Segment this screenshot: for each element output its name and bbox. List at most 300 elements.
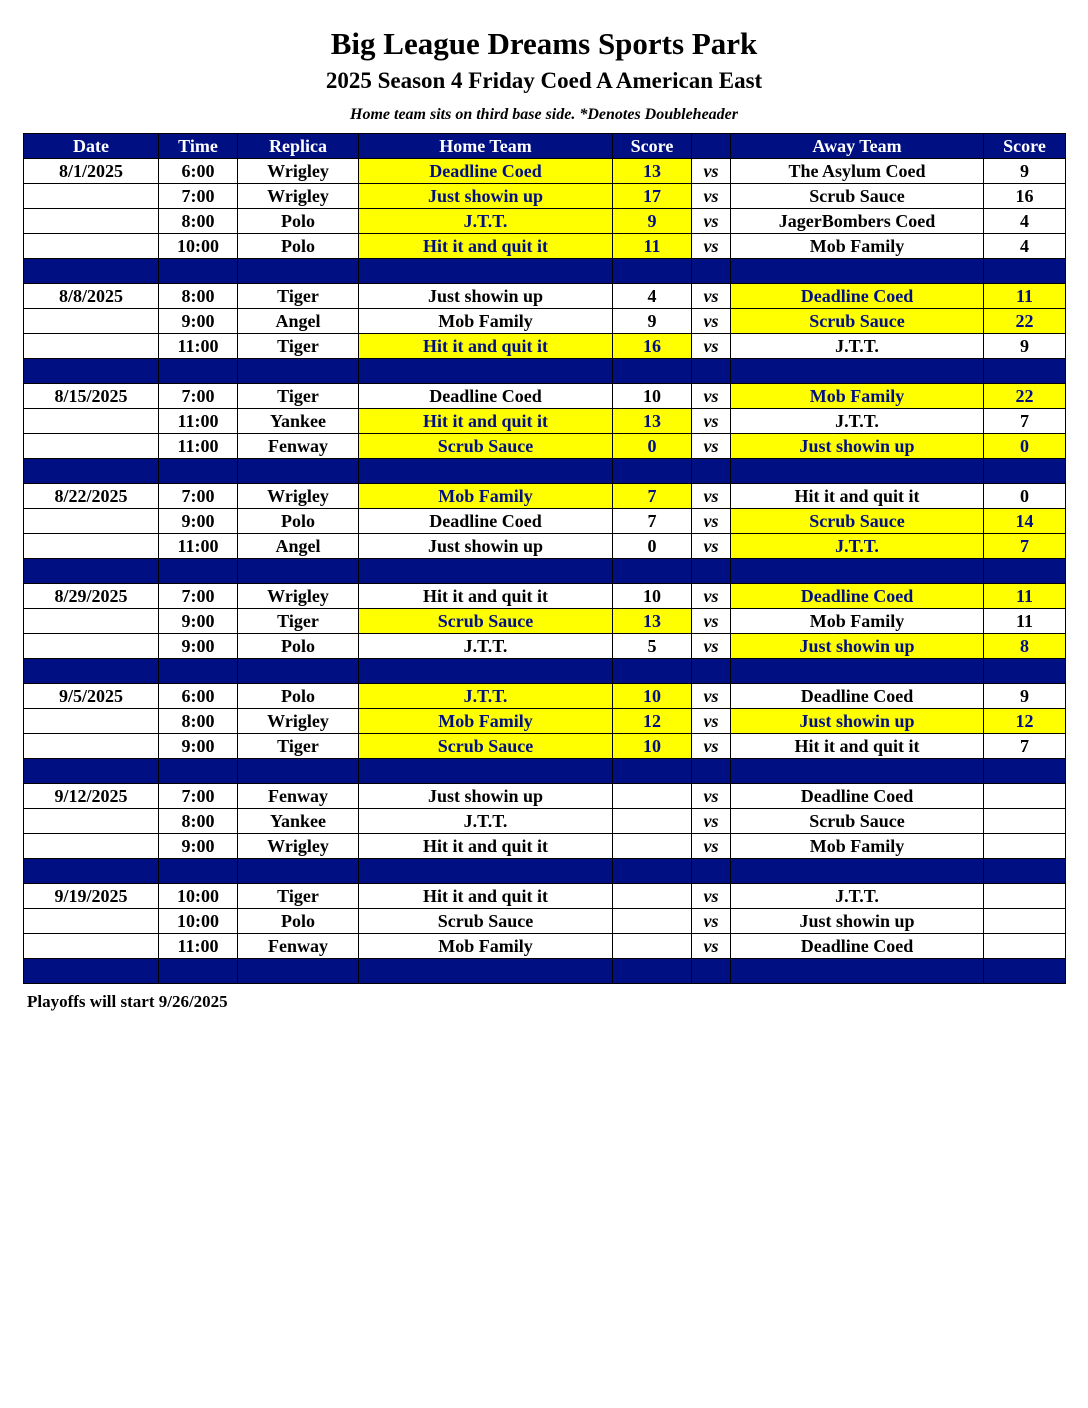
- away-team: Deadline Coed: [731, 934, 984, 959]
- game-time: 10:00: [159, 884, 238, 909]
- separator-cell: [692, 759, 731, 784]
- column-header-away-score: Score: [984, 134, 1066, 159]
- game-date: 8/22/2025: [24, 484, 159, 509]
- table-header-row: [24, 134, 1066, 159]
- separator-cell: [984, 659, 1066, 684]
- home-team: Scrub Sauce: [359, 909, 613, 934]
- separator-cell: [692, 959, 731, 984]
- home-score: 13: [613, 159, 692, 184]
- game-date: 8/1/2025: [24, 159, 159, 184]
- table-row: [24, 909, 1066, 934]
- home-team: Mob Family: [359, 484, 613, 509]
- separator-cell: [238, 359, 359, 384]
- game-time: 10:00: [159, 909, 238, 934]
- separator-cell: [24, 859, 159, 884]
- game-time: 11:00: [159, 534, 238, 559]
- home-team: Hit it and quit it: [359, 409, 613, 434]
- game-field: Tiger: [238, 734, 359, 759]
- home-score: 9: [613, 209, 692, 234]
- game-time: 11:00: [159, 334, 238, 359]
- game-field: Wrigley: [238, 184, 359, 209]
- footer-note: Playoffs will start 9/26/2025: [27, 992, 228, 1011]
- game-time: 8:00: [159, 809, 238, 834]
- away-score: 11: [984, 584, 1066, 609]
- away-score: 8: [984, 634, 1066, 659]
- table-row: [24, 484, 1066, 509]
- separator-cell: [613, 459, 692, 484]
- game-time: 7:00: [159, 784, 238, 809]
- away-score: 7: [984, 534, 1066, 559]
- away-score: [984, 784, 1066, 809]
- separator-cell: [692, 859, 731, 884]
- home-score: 0: [613, 534, 692, 559]
- vs-label: vs: [692, 284, 731, 309]
- away-team: Deadline Coed: [731, 584, 984, 609]
- separator-cell: [238, 559, 359, 584]
- week-separator-row: [24, 859, 1066, 884]
- game-field: Tiger: [238, 609, 359, 634]
- vs-label: vs: [692, 184, 731, 209]
- vs-label: vs: [692, 409, 731, 434]
- separator-cell: [731, 359, 984, 384]
- home-score: [613, 934, 692, 959]
- away-team: Mob Family: [731, 834, 984, 859]
- away-score: 9: [984, 159, 1066, 184]
- game-date: 9/12/2025: [24, 784, 159, 809]
- vs-label: vs: [692, 309, 731, 334]
- vs-label: vs: [692, 634, 731, 659]
- separator-cell: [159, 859, 238, 884]
- separator-cell: [731, 459, 984, 484]
- separator-cell: [238, 659, 359, 684]
- separator-cell: [613, 759, 692, 784]
- away-team: Scrub Sauce: [731, 809, 984, 834]
- home-team: Just showin up: [359, 784, 613, 809]
- game-date: 9/5/2025: [24, 684, 159, 709]
- separator-cell: [159, 459, 238, 484]
- away-team: Deadline Coed: [731, 684, 984, 709]
- column-header-home-score: Score: [613, 134, 692, 159]
- vs-label: vs: [692, 209, 731, 234]
- table-row: [24, 884, 1066, 909]
- separator-cell: [24, 959, 159, 984]
- home-team: Deadline Coed: [359, 384, 613, 409]
- home-team: Hit it and quit it: [359, 834, 613, 859]
- game-time: 8:00: [159, 284, 238, 309]
- home-score: 10: [613, 734, 692, 759]
- separator-cell: [159, 259, 238, 284]
- game-field: Wrigley: [238, 484, 359, 509]
- week-separator-row: [24, 259, 1066, 284]
- schedule-body: [24, 159, 1066, 984]
- home-team: Deadline Coed: [359, 159, 613, 184]
- column-header-away-team: Away Team: [731, 134, 984, 159]
- home-score: [613, 884, 692, 909]
- away-team: Hit it and quit it: [731, 734, 984, 759]
- home-score: 16: [613, 334, 692, 359]
- home-team: Mob Family: [359, 934, 613, 959]
- vs-label: vs: [692, 934, 731, 959]
- home-score: 11: [613, 234, 692, 259]
- week-separator-row: [24, 959, 1066, 984]
- separator-cell: [359, 759, 613, 784]
- game-field: Tiger: [238, 384, 359, 409]
- away-team: Deadline Coed: [731, 784, 984, 809]
- table-row: [24, 784, 1066, 809]
- game-date: 8/29/2025: [24, 584, 159, 609]
- table-row: [24, 809, 1066, 834]
- column-header-vs: [692, 134, 731, 159]
- separator-cell: [731, 259, 984, 284]
- away-team: Mob Family: [731, 234, 984, 259]
- home-team: Hit it and quit it: [359, 334, 613, 359]
- away-team: Just showin up: [731, 909, 984, 934]
- column-header-home-team: Home Team: [359, 134, 613, 159]
- week-separator-row: [24, 359, 1066, 384]
- game-field: Polo: [238, 909, 359, 934]
- game-field: Polo: [238, 234, 359, 259]
- away-team: Mob Family: [731, 609, 984, 634]
- game-date: [24, 934, 159, 959]
- game-field: Polo: [238, 684, 359, 709]
- separator-cell: [731, 859, 984, 884]
- home-team: J.T.T.: [359, 209, 613, 234]
- away-score: [984, 934, 1066, 959]
- away-team: J.T.T.: [731, 334, 984, 359]
- home-score: 5: [613, 634, 692, 659]
- game-time: 11:00: [159, 934, 238, 959]
- game-field: Angel: [238, 309, 359, 334]
- home-team: Scrub Sauce: [359, 434, 613, 459]
- table-row: [24, 584, 1066, 609]
- home-team: Hit it and quit it: [359, 884, 613, 909]
- separator-cell: [613, 259, 692, 284]
- away-team: Mob Family: [731, 384, 984, 409]
- game-field: Yankee: [238, 809, 359, 834]
- page-title: Big League Dreams Sports Park: [330, 26, 758, 61]
- separator-cell: [24, 459, 159, 484]
- away-score: 0: [984, 434, 1066, 459]
- game-field: Wrigley: [238, 584, 359, 609]
- vs-label: vs: [692, 534, 731, 559]
- game-date: [24, 609, 159, 634]
- separator-cell: [692, 659, 731, 684]
- game-date: [24, 809, 159, 834]
- game-date: [24, 909, 159, 934]
- page-note: Home team sits on third base side. *Denotes Doubleheader: [350, 106, 738, 123]
- table-row: [24, 209, 1066, 234]
- separator-cell: [984, 359, 1066, 384]
- vs-label: vs: [692, 909, 731, 934]
- separator-cell: [24, 559, 159, 584]
- away-score: 14: [984, 509, 1066, 534]
- game-time: 7:00: [159, 184, 238, 209]
- game-date: 8/15/2025: [24, 384, 159, 409]
- away-team: Scrub Sauce: [731, 184, 984, 209]
- away-score: 4: [984, 209, 1066, 234]
- away-score: 4: [984, 234, 1066, 259]
- game-time: 10:00: [159, 234, 238, 259]
- column-header-replica: Replica: [238, 134, 359, 159]
- game-date: [24, 634, 159, 659]
- vs-label: vs: [692, 384, 731, 409]
- separator-cell: [984, 259, 1066, 284]
- away-team: J.T.T.: [731, 884, 984, 909]
- separator-cell: [692, 459, 731, 484]
- home-score: 17: [613, 184, 692, 209]
- table-row: [24, 284, 1066, 309]
- table-row: [24, 409, 1066, 434]
- vs-label: vs: [692, 834, 731, 859]
- separator-cell: [238, 459, 359, 484]
- away-score: 22: [984, 309, 1066, 334]
- away-team: J.T.T.: [731, 534, 984, 559]
- separator-cell: [731, 959, 984, 984]
- game-date: [24, 234, 159, 259]
- home-score: 10: [613, 684, 692, 709]
- table-row: [24, 609, 1066, 634]
- table-row: [24, 684, 1066, 709]
- home-team: Scrub Sauce: [359, 609, 613, 634]
- game-time: 8:00: [159, 709, 238, 734]
- separator-cell: [359, 659, 613, 684]
- separator-cell: [984, 959, 1066, 984]
- game-time: 11:00: [159, 409, 238, 434]
- separator-cell: [984, 859, 1066, 884]
- away-score: 11: [984, 609, 1066, 634]
- vs-label: vs: [692, 584, 731, 609]
- page-subtitle: 2025 Season 4 Friday Coed A American East: [325, 68, 763, 93]
- schedule-table: [23, 133, 1066, 984]
- game-time: 6:00: [159, 684, 238, 709]
- separator-cell: [238, 859, 359, 884]
- away-score: 11: [984, 284, 1066, 309]
- home-team: Mob Family: [359, 709, 613, 734]
- table-row: [24, 159, 1066, 184]
- separator-cell: [613, 559, 692, 584]
- separator-cell: [238, 259, 359, 284]
- vs-label: vs: [692, 434, 731, 459]
- home-score: 10: [613, 584, 692, 609]
- home-score: 7: [613, 484, 692, 509]
- table-row: [24, 234, 1066, 259]
- game-time: 9:00: [159, 634, 238, 659]
- game-field: Wrigley: [238, 709, 359, 734]
- separator-cell: [984, 559, 1066, 584]
- separator-cell: [238, 759, 359, 784]
- separator-cell: [359, 259, 613, 284]
- separator-cell: [359, 459, 613, 484]
- week-separator-row: [24, 759, 1066, 784]
- vs-label: vs: [692, 609, 731, 634]
- table-row: [24, 309, 1066, 334]
- game-time: 9:00: [159, 834, 238, 859]
- table-row: [24, 834, 1066, 859]
- table-row: [24, 334, 1066, 359]
- game-date: [24, 184, 159, 209]
- separator-cell: [359, 859, 613, 884]
- home-team: J.T.T.: [359, 634, 613, 659]
- separator-cell: [159, 959, 238, 984]
- game-field: Wrigley: [238, 159, 359, 184]
- home-team: Mob Family: [359, 309, 613, 334]
- home-team: Just showin up: [359, 184, 613, 209]
- separator-cell: [159, 759, 238, 784]
- game-time: 6:00: [159, 159, 238, 184]
- vs-label: vs: [692, 234, 731, 259]
- table-row: [24, 734, 1066, 759]
- away-score: [984, 809, 1066, 834]
- away-team: J.T.T.: [731, 409, 984, 434]
- home-team: J.T.T.: [359, 809, 613, 834]
- away-score: 0: [984, 484, 1066, 509]
- game-date: [24, 509, 159, 534]
- separator-cell: [731, 559, 984, 584]
- game-date: [24, 734, 159, 759]
- away-team: JagerBombers Coed: [731, 209, 984, 234]
- game-time: 9:00: [159, 609, 238, 634]
- game-time: 9:00: [159, 309, 238, 334]
- away-team: Just showin up: [731, 709, 984, 734]
- game-time: 9:00: [159, 734, 238, 759]
- separator-cell: [24, 359, 159, 384]
- game-time: 7:00: [159, 484, 238, 509]
- home-score: 12: [613, 709, 692, 734]
- separator-cell: [692, 259, 731, 284]
- away-team: Deadline Coed: [731, 284, 984, 309]
- away-team: Scrub Sauce: [731, 309, 984, 334]
- vs-label: vs: [692, 734, 731, 759]
- game-date: [24, 309, 159, 334]
- away-team: Hit it and quit it: [731, 484, 984, 509]
- game-field: Fenway: [238, 934, 359, 959]
- home-score: [613, 784, 692, 809]
- home-score: [613, 809, 692, 834]
- separator-cell: [359, 559, 613, 584]
- game-date: [24, 709, 159, 734]
- home-score: 7: [613, 509, 692, 534]
- game-date: [24, 834, 159, 859]
- separator-cell: [24, 659, 159, 684]
- game-field: Polo: [238, 634, 359, 659]
- game-date: [24, 534, 159, 559]
- separator-cell: [159, 359, 238, 384]
- game-field: Fenway: [238, 784, 359, 809]
- vs-label: vs: [692, 709, 731, 734]
- home-score: 9: [613, 309, 692, 334]
- away-team: The Asylum Coed: [731, 159, 984, 184]
- week-separator-row: [24, 659, 1066, 684]
- game-field: Tiger: [238, 334, 359, 359]
- away-score: 7: [984, 734, 1066, 759]
- home-score: [613, 909, 692, 934]
- separator-cell: [359, 959, 613, 984]
- separator-cell: [984, 459, 1066, 484]
- home-score: [613, 834, 692, 859]
- away-score: 22: [984, 384, 1066, 409]
- separator-cell: [159, 659, 238, 684]
- separator-cell: [159, 559, 238, 584]
- week-separator-row: [24, 459, 1066, 484]
- table-row: [24, 434, 1066, 459]
- game-time: 7:00: [159, 384, 238, 409]
- separator-cell: [692, 559, 731, 584]
- game-field: Wrigley: [238, 834, 359, 859]
- game-time: 9:00: [159, 509, 238, 534]
- away-score: 9: [984, 684, 1066, 709]
- home-team: Hit it and quit it: [359, 234, 613, 259]
- game-date: [24, 334, 159, 359]
- home-team: Scrub Sauce: [359, 734, 613, 759]
- separator-cell: [984, 759, 1066, 784]
- game-date: 9/19/2025: [24, 884, 159, 909]
- game-field: Polo: [238, 209, 359, 234]
- game-date: [24, 409, 159, 434]
- home-score: 10: [613, 384, 692, 409]
- table-row: [24, 384, 1066, 409]
- game-time: 8:00: [159, 209, 238, 234]
- table-row: [24, 934, 1066, 959]
- separator-cell: [613, 859, 692, 884]
- week-separator-row: [24, 559, 1066, 584]
- game-date: [24, 434, 159, 459]
- game-field: Polo: [238, 509, 359, 534]
- vs-label: vs: [692, 884, 731, 909]
- home-team: J.T.T.: [359, 684, 613, 709]
- separator-cell: [731, 759, 984, 784]
- column-header-date: Date: [24, 134, 159, 159]
- away-score: 9: [984, 334, 1066, 359]
- game-time: 11:00: [159, 434, 238, 459]
- separator-cell: [613, 959, 692, 984]
- away-team: Just showin up: [731, 434, 984, 459]
- home-score: 13: [613, 609, 692, 634]
- separator-cell: [731, 659, 984, 684]
- game-date: 8/8/2025: [24, 284, 159, 309]
- away-score: [984, 909, 1066, 934]
- game-field: Tiger: [238, 884, 359, 909]
- table-row: [24, 634, 1066, 659]
- game-field: Tiger: [238, 284, 359, 309]
- game-date: [24, 209, 159, 234]
- table-row: [24, 709, 1066, 734]
- vs-label: vs: [692, 784, 731, 809]
- away-score: [984, 834, 1066, 859]
- away-team: Scrub Sauce: [731, 509, 984, 534]
- vs-label: vs: [692, 809, 731, 834]
- game-field: Yankee: [238, 409, 359, 434]
- table-row: [24, 184, 1066, 209]
- vs-label: vs: [692, 509, 731, 534]
- separator-cell: [359, 359, 613, 384]
- separator-cell: [24, 759, 159, 784]
- game-field: Fenway: [238, 434, 359, 459]
- home-score: 0: [613, 434, 692, 459]
- away-score: [984, 884, 1066, 909]
- home-team: Just showin up: [359, 284, 613, 309]
- away-score: 16: [984, 184, 1066, 209]
- vs-label: vs: [692, 334, 731, 359]
- home-team: Deadline Coed: [359, 509, 613, 534]
- vs-label: vs: [692, 484, 731, 509]
- home-team: Hit it and quit it: [359, 584, 613, 609]
- home-team: Just showin up: [359, 534, 613, 559]
- game-field: Angel: [238, 534, 359, 559]
- table-row: [24, 509, 1066, 534]
- vs-label: vs: [692, 684, 731, 709]
- separator-cell: [692, 359, 731, 384]
- table-row: [24, 534, 1066, 559]
